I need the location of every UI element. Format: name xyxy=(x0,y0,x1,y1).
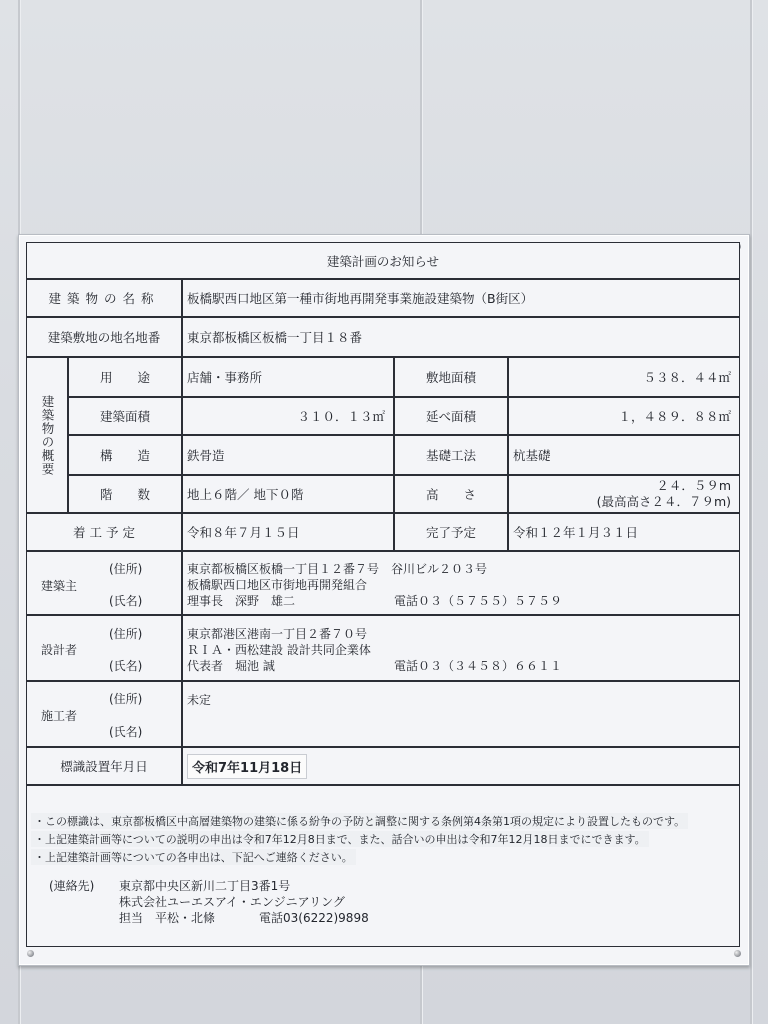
designer-address: 東京都港区港南一丁目２番７０号 xyxy=(187,627,368,641)
owner-name-label: (氏名) xyxy=(109,594,143,608)
overview-label: 建築物の概要 xyxy=(26,357,68,513)
contractor-value-cell xyxy=(182,681,740,747)
site-area-value: ５３８．４４㎡ xyxy=(508,357,740,397)
contractor-name-label: (氏名) xyxy=(109,725,143,739)
sign-title-text: 建築計画のお知らせ xyxy=(326,253,440,269)
contact-company: 株式会社ユーエスアイ・エンジニアリング xyxy=(119,895,345,909)
floors-label: 階 数 xyxy=(68,475,182,513)
building-area-value: ３１０．１３㎡ xyxy=(182,397,394,435)
building-plan-notice-sign xyxy=(18,234,750,966)
building-area-label: 建築面積 xyxy=(68,397,182,435)
contractor-address-label: (住所) xyxy=(109,692,143,706)
structure-label: 構 造 xyxy=(68,435,182,475)
site-address-label: 建築敷地の地名地番 xyxy=(26,317,182,357)
completion-date-label: 完了予定 xyxy=(394,513,508,551)
contact-label: (連絡先) xyxy=(49,879,95,893)
use-label: 用 途 xyxy=(68,357,182,397)
floors-value: 地上６階／ 地下０階 xyxy=(182,475,394,513)
screw-icon xyxy=(27,950,34,957)
note-1: ・この標識は、東京都板橋区中高層建築物の建築に係る紛争の予防と調整に関する条例第4条第1項の規定により設置したものです。 xyxy=(31,813,688,829)
posted-date-value-cell xyxy=(182,747,740,785)
structure-value: 鉄骨造 xyxy=(182,435,394,475)
contact-person: 担当 平松・北條 xyxy=(119,911,216,925)
building-name-value: 板橋駅西口地区第一種市街地再開発事業施設建築物（B街区） xyxy=(182,279,740,317)
owner-address: 東京都板橋区板橋一丁目１２番７号 谷川ビル２０３号 xyxy=(187,562,488,576)
wall-seam xyxy=(750,0,752,1024)
designer-phone: 電話０３（３４５８）６６１１ xyxy=(394,659,563,673)
owner-organization: 板橋駅西口地区市街地再開発組合 xyxy=(187,578,368,592)
owner-label: 建築主 xyxy=(41,579,78,593)
posted-date-value: 令和7年11月18日 xyxy=(187,754,307,779)
contact-phone: 電話03(6222)9898 xyxy=(259,911,369,925)
foundation-label: 基礎工法 xyxy=(394,435,508,475)
owner-address-label: (住所) xyxy=(109,562,143,576)
owner-representative: 理事長 深野 雄二 xyxy=(187,594,296,608)
start-date-value: 令和８年７月１５日 xyxy=(182,513,394,551)
floor-area-value: １，４８９．８８㎡ xyxy=(508,397,740,435)
posted-date-label: 標識設置年月日 xyxy=(26,747,182,785)
completion-date-value: 令和１２年１月３１日 xyxy=(508,513,740,551)
site-address-value: 東京都板橋区板橋一丁目１８番 xyxy=(182,317,740,357)
site-area-label: 敷地面積 xyxy=(394,357,508,397)
height-value: ２４．５９m (最高高さ２４．７９m) xyxy=(508,475,740,513)
contractor-value: 未定 xyxy=(187,693,212,707)
designer-label: 設計者 xyxy=(41,643,78,657)
designer-address-label: (住所) xyxy=(109,627,143,641)
floor-area-label: 延べ面積 xyxy=(394,397,508,435)
contractor-label: 施工者 xyxy=(41,709,78,723)
owner-phone: 電話０３（５７５５）５７５９ xyxy=(394,594,563,608)
start-date-label: 着 工 予 定 xyxy=(26,513,182,551)
building-name-label: 建築物の名称 xyxy=(26,279,182,317)
note-3: ・上記建築計画等についての各申出は、下記へご連絡ください。 xyxy=(31,849,356,865)
sign-title xyxy=(26,242,740,279)
designer-organization: ＲＩＡ・西松建設 設計共同企業体 xyxy=(187,643,371,657)
height-label: 高 さ xyxy=(394,475,508,513)
contact-address: 東京都中央区新川二丁目3番1号 xyxy=(119,879,291,893)
use-value: 店舗・事務所 xyxy=(182,357,394,397)
foundation-value: 杭基礎 xyxy=(508,435,740,475)
screw-icon xyxy=(734,950,741,957)
note-2: ・上記建築計画等についての説明の申出は令和7年12月8日まで、また、話合いの申出は令和7年12月18日までにできます。 xyxy=(31,831,649,847)
max-height-value: (最高高さ２４．７９m) xyxy=(596,494,731,509)
designer-name-label: (氏名) xyxy=(109,659,143,673)
designer-representative: 代表者 堀池 誠 xyxy=(187,659,275,673)
